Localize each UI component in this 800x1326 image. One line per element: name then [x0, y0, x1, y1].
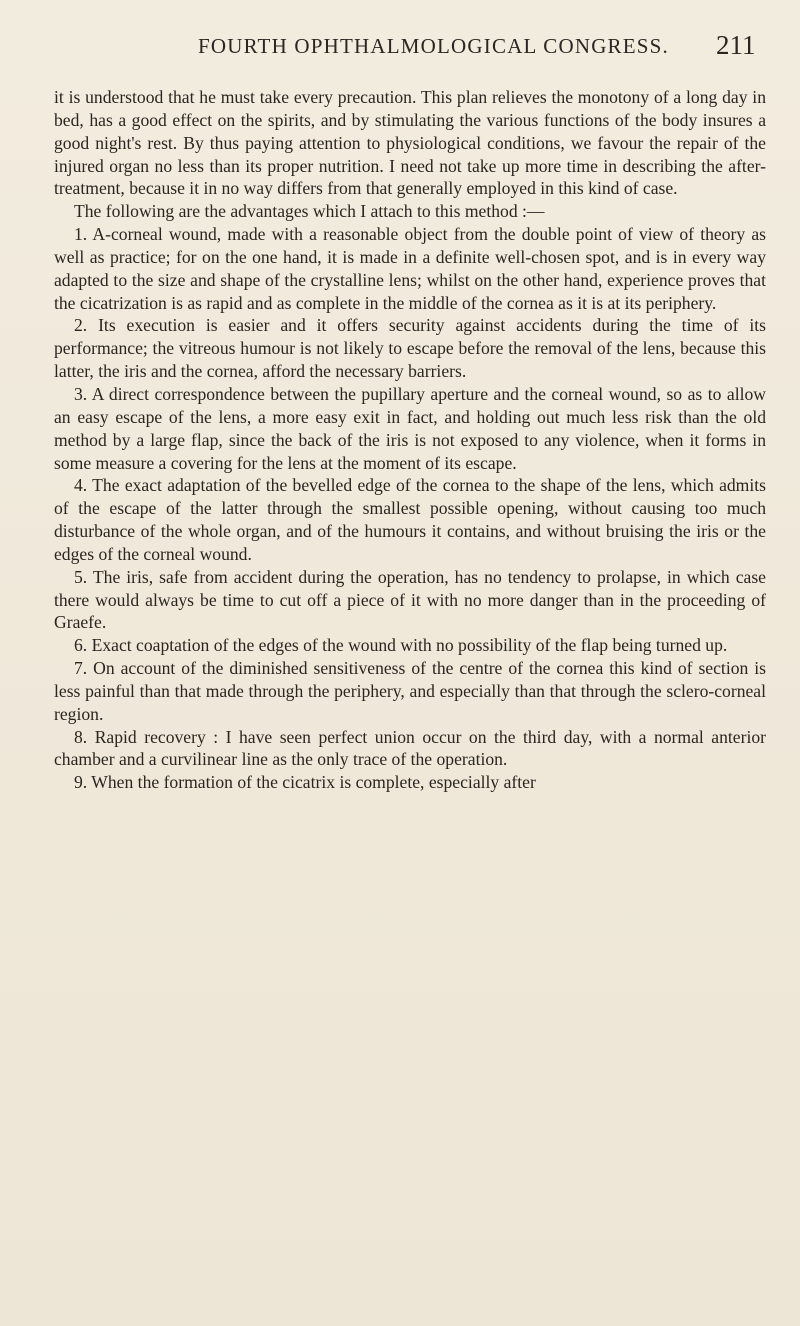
running-head: [0, 30, 800, 66]
list-item-5: 5. The iris, safe from accident during the operation, has no tendency to prolapse, in which case there would always be time to cut off a piece of it with no more danger than in the proceeding of Graefe.: [54, 566, 766, 633]
list-item-8: 8. Rapid recovery : I have seen perfect union occur on the third day, with a normal anterior chamber and a curvilinear line as the only trace of the operation.: [54, 726, 766, 770]
list-item-1: 1. A-corneal wound, made with a reasonable object from the double point of view of theory as well as practice; for on the one hand, it is made in a definite well-chosen spot, and is in every way adapted to the size and shape of the crystalline lens; whilst on the other hand, experience proves that the cicatrization is as rapid and as complete in the middle of the cornea as it is at its periphery.: [54, 224, 766, 313]
list-item-9: 9. When the formation of the cicatrix is complete, especially after: [74, 772, 536, 793]
paragraph-advantages-intro: The following are the advantages which I attach to this method :—: [74, 201, 545, 222]
running-head-title: FOURTH OPHTHALMOLOGICAL CONGRESS.: [198, 34, 670, 58]
list-item-7: 7. On account of the diminished sensitiveness of the centre of the cornea this kind of section is less painful than that made through the periphery, and especially than that through the sclero-corneal region.: [54, 658, 766, 724]
paragraph-continuation: it is understood that he must take every precaution. This plan relieves the monotony of a long day in bed, has a good effect on the spirits, and by stimulating the various functions of the body insures a good night's rest. By thus paying attention to physiological conditions, we favour the repair of the injured organ no less than its proper nutrition. I need not take up more time in describing the after-treatment, because it in no way differs from that generally employed in this kind of case.: [54, 87, 766, 199]
list-item-4: 4. The exact adaptation of the bevelled edge of the cornea to the shape of the lens, which admits of the escape of the latter through the smallest possible opening, without causing too much disturbance of the whole organ, and of the humours it contains, and without bruising the iris or the edges of the corneal wound.: [54, 475, 766, 564]
list-item-6: 6. Exact coaptation of the edges of the wound with no possibility of the flap being turned up.: [74, 635, 728, 656]
list-item-2: 2. Its execution is easier and it offers security against accidents during the time of its performance; the vitreous humour is not likely to escape before the removal of the lens, because this latter, the iris and the cornea, afford the necessary barriers.: [54, 315, 766, 382]
body-text: [54, 86, 766, 794]
page-number: 211: [716, 30, 756, 60]
list-item-3: 3. A direct correspondence between the pupillary aperture and the corneal wound, so as to allow an easy escape of the lens, a more easy exit in fact, and holding out much less risk than the old method by a large flap, since the back of the iris is not exposed to any violence, when it forms in some measure a covering for the lens at the moment of its escape.: [54, 383, 766, 473]
